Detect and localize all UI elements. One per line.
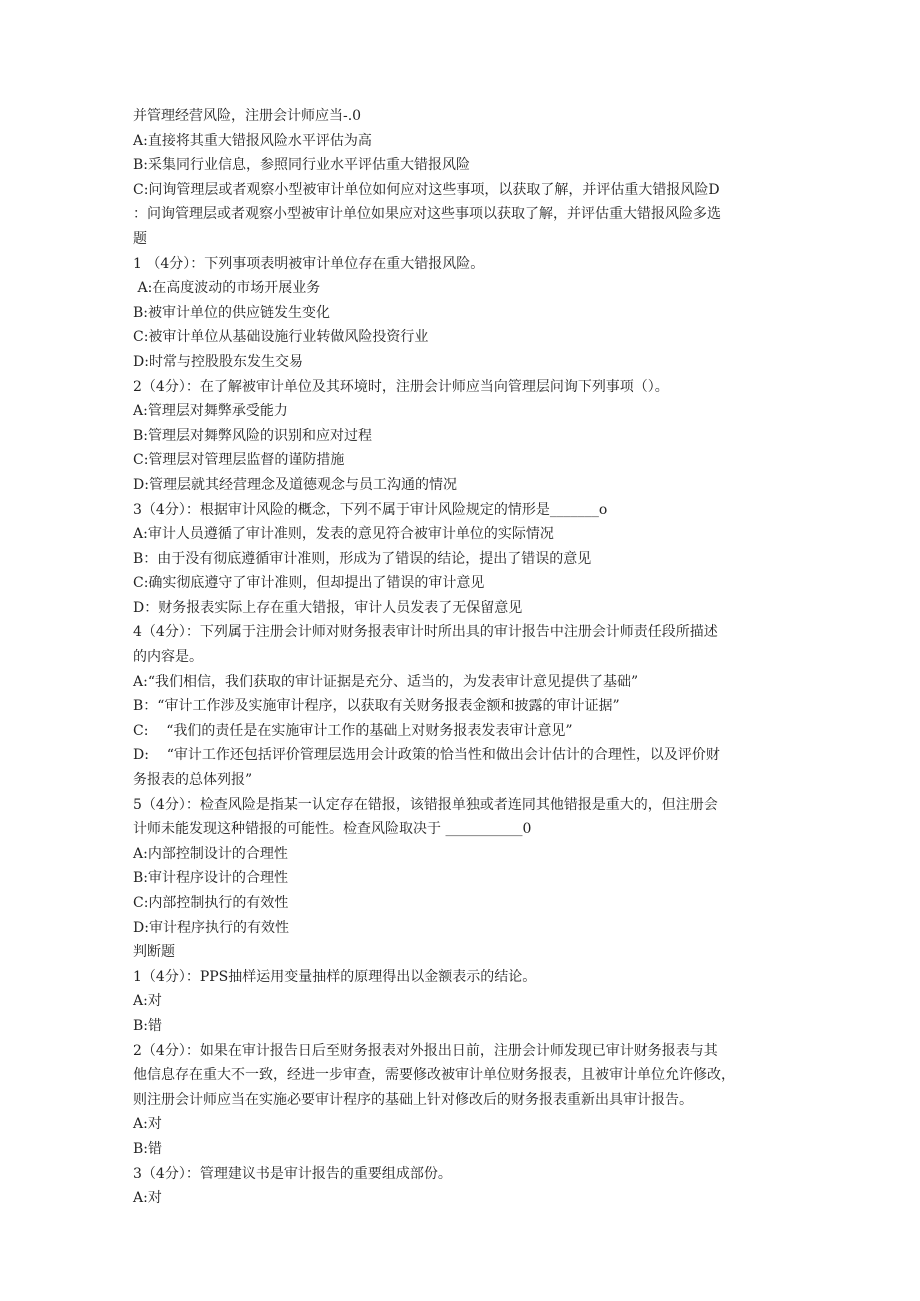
text-line: B：“审计工作涉及实施审计程序，以获取有关财务报表金额和披露的审计证据” [133,698,620,715]
text-line: D:时常与控股股东发生交易 [133,353,303,370]
text-line: A:审计人员遵循了审计准则，发表的意见符合被审计单位的实际情况 [133,526,554,543]
text-line: B:采集同行业信息，参照同行业水平评估重大错报风险 [133,157,471,174]
text-line: A:直接将其重大错报风险水平评估为高 [133,132,372,149]
text-line: 2（4分）：在了解被审计单位及其环境时，注册会计师应当向管理层问询下列事项（）。 [133,378,669,395]
text-line: 的内容是。 [133,649,203,666]
text-line: 题 [133,230,147,247]
text-line: A:“我们相信，我们获取的审计证据是充分、适当的，为发表审计意见提供了基础” [133,673,639,690]
text-line: A:对 [133,1190,162,1207]
text-line: 并管理经营风险，注册会计师应当-.0 [133,108,362,124]
text-line: 则注册会计师应当在实施必要审计程序的基础上针对修改后的财务报表重新出具审计报告。 [133,1091,693,1108]
text-line: D:管理层就其经营理念及道德观念与员工沟通的情况 [133,476,457,493]
text-line: A:内部控制设计的合理性 [133,845,288,862]
text-line: 1（4分）：PPS抽样运用变量抽样的原理得出以金额表示的结论。 [133,968,537,985]
text-line: 5（4分）：检查风险是指某一认定存在错报，该错报单独或者连同其他错报是重大的，但注册会 [133,796,718,813]
text-line: A:管理层对舞弊承受能力 [133,403,288,420]
text-line: C:管理层对管理层监督的谨防措施 [133,452,345,469]
text-line: 1 （4分）：下列事项表明被审计单位存在重大错报风险。 [133,255,485,272]
document-body [133,104,793,1211]
text-line: B:错 [133,1017,163,1034]
text-line: 4（4分）：下列属于注册会计师对财务报表审计时所出具的审计报告中注册会计师责任段所描述 [133,624,718,641]
text-line: B:错 [133,1140,163,1157]
text-line: B:管理层对舞弊风险的识别和应对过程 [133,427,373,444]
text-line: D:审计程序执行的有效性 [133,919,289,936]
text-line: 务报表的总体列报” [133,772,253,789]
text-line: B：由于没有彻底遵循审计准则，形成为了错误的结论，提出了错误的意见 [133,550,592,567]
text-line: A:在高度波动的市场开展业务 [133,280,321,297]
text-line: A:对 [133,993,162,1010]
text-line: ：问询管理层或者观察小型被审计单位如果应对这些事项以获取了解，并评估重大错报风险多选 [133,206,721,223]
text-line: C:问询管理层或者观察小型被审计单位如何应对这些事项，以获取了解，并评估重大错报风险D [133,181,720,198]
text-line: 3（4分）：管理建议书是审计报告的重要组成部份。 [133,1165,452,1182]
text-line: 2（4分）：如果在审计报告日后至财务报表对外报出日前，注册会计师发现已审计财务报表与其 [133,1042,718,1059]
text-line: C: “我们的责任是在实施审计工作的基础上对财务报表发表审计意见” [133,722,573,739]
text-line: 3（4分）：根据审计风险的概念，下列不属于审计风险规定的情形是_______o [133,501,608,518]
text-line: C:内部控制执行的有效性 [133,895,289,911]
text-line: B:审计程序设计的合理性 [133,870,289,887]
text-line: 判断题 [133,944,175,961]
text-line: D: “审计工作还包括评价管理层选用会计政策的恰当性和做出会计估计的合理性，以及评价财 [133,747,720,764]
text-line: B:被审计单位的供应链发生变化 [133,304,331,321]
text-line: C:确实彻底遵守了审计准则，但却提出了错误的审计意见 [133,575,485,592]
text-line: 计师未能发现这种错报的可能性。检查风险取决于 ___________0 [133,821,532,838]
text-line: D：财务报表实际上存在重大错报，审计人员发表了无保留意见 [133,599,523,616]
text-line: A:对 [133,1116,162,1133]
text-line: 他信息存在重大不一致，经进一步审查，需要修改被审计单位财务报表，且被审计单位允许修改， [133,1067,735,1084]
text-line: C:被审计单位从基础设施行业转做风险投资行业 [133,329,429,346]
